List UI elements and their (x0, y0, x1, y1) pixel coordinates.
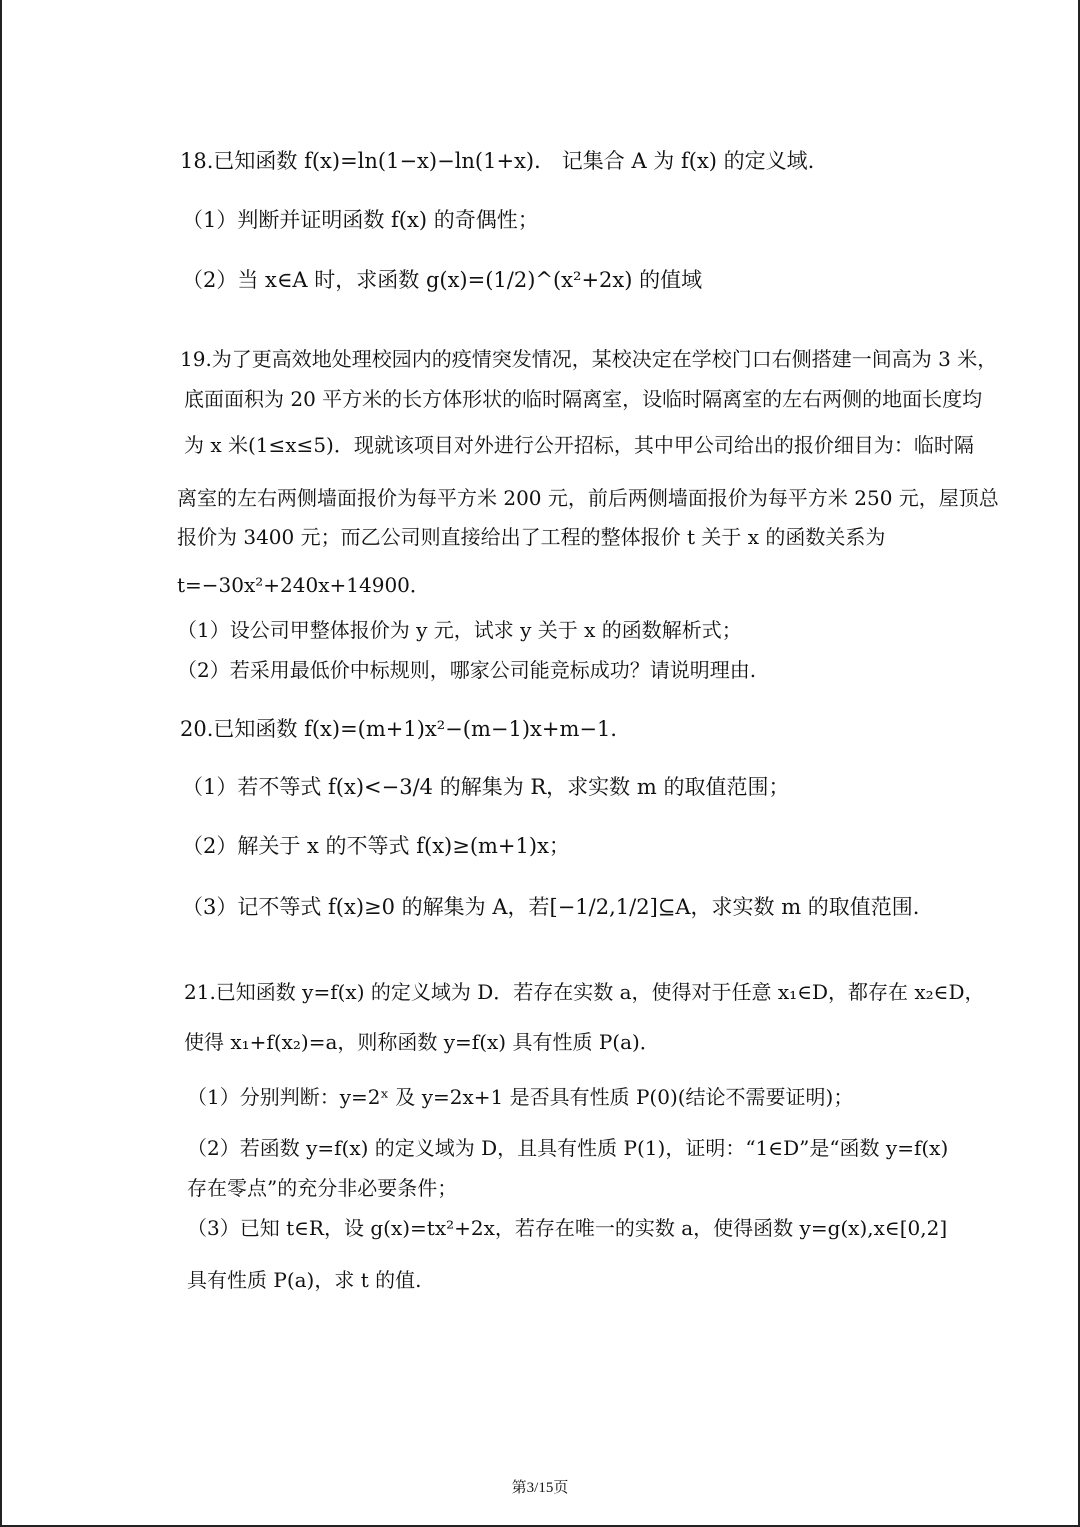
q21-line2: 使得 x₁+f(x₂)=a，则称函数 y=f(x) 具有性质 P(a)． (184, 1030, 660, 1054)
q21-part1: （1）分别判断：y=2ˣ 及 y=2x+1 是否具有性质 P(0)(结论不需要证明)； (187, 1085, 854, 1109)
q19-part2: （2）若采用最低价中标规则，哪家公司能竞标成功？请说明理由. (177, 658, 757, 682)
q20-stem: 20.已知函数 f(x)=(m+1)x²−(m−1)x+m−1． (180, 717, 632, 741)
q19-line4: 离室的左右两侧墙面报价为每平方米 200 元，前后两侧墙面报价为每平方米 250 元，屋顶总 (177, 486, 999, 510)
q21-part3-line1: （3）已知 t∈R，设 g(x)=tx²+2x，若存在唯一的实数 a，使得函数 y=g(x),x∈[0,2] (187, 1216, 948, 1240)
q19-line2: 底面面积为 20 平方米的长方体形状的临时隔离室，设临时隔离室的左右两侧的地面长度均 (184, 387, 983, 411)
q20-part3: （3）记不等式 f(x)≥0 的解集为 A，若[−1/2,1/2]⊆A，求实数 m 的取值范围. (182, 895, 920, 919)
q18-part1: （1）判断并证明函数 f(x) 的奇偶性； (182, 208, 539, 232)
q18-part2: （2）当 x∈A 时，求函数 g(x)=(1/2)^(x²+2x) 的值域 (182, 268, 703, 292)
q21-part2-line1: （2）若函数 y=f(x) 的定义域为 D，且具有性质 P(1)，证明：“1∈D”是“函数 y=f(x) (187, 1136, 949, 1160)
q19-line6: t=−30x²+240x+14900． (177, 573, 430, 597)
q21-line1: 21.已知函数 y=f(x) 的定义域为 D．若存在实数 a，使得对于任意 x₁∈D，都存在 x₂∈D， (184, 980, 985, 1004)
q19-line3: 为 x 米(1≤x≤5)．现就该项目对外进行公开招标，其中甲公司给出的报价细目为：临时隔 (184, 433, 974, 457)
q19-line5: 报价为 3400 元；而乙公司则直接给出了工程的整体报价 t 关于 x 的函数关系为 (177, 525, 886, 549)
q19-part1: （1）设公司甲整体报价为 y 元，试求 y 关于 x 的函数解析式； (177, 618, 742, 642)
q20-part2: （2）解关于 x 的不等式 f(x)≥(m+1)x； (182, 834, 570, 858)
q20-part1: （1）若不等式 f(x)<−3/4 的解集为 R，求实数 m 的取值范围； (182, 775, 790, 799)
q19-line1: 19.为了更高效地处理校园内的疫情突发情况，某校决定在学校门口右侧搭建一间高为 3 米， (180, 347, 998, 371)
q21-part3-line2: 具有性质 P(a)，求 t 的值. (187, 1268, 422, 1292)
frame-left-line (0, 0, 2, 1527)
q21-part2-line2: 存在零点”的充分非必要条件； (187, 1176, 458, 1200)
q18-stem: 18.已知函数 f(x)=ln(1−x)−ln(1+x)． 记集合 A 为 f(x) 的定义域. (180, 149, 815, 173)
page-number: 第3/15页 (511, 1480, 569, 1496)
